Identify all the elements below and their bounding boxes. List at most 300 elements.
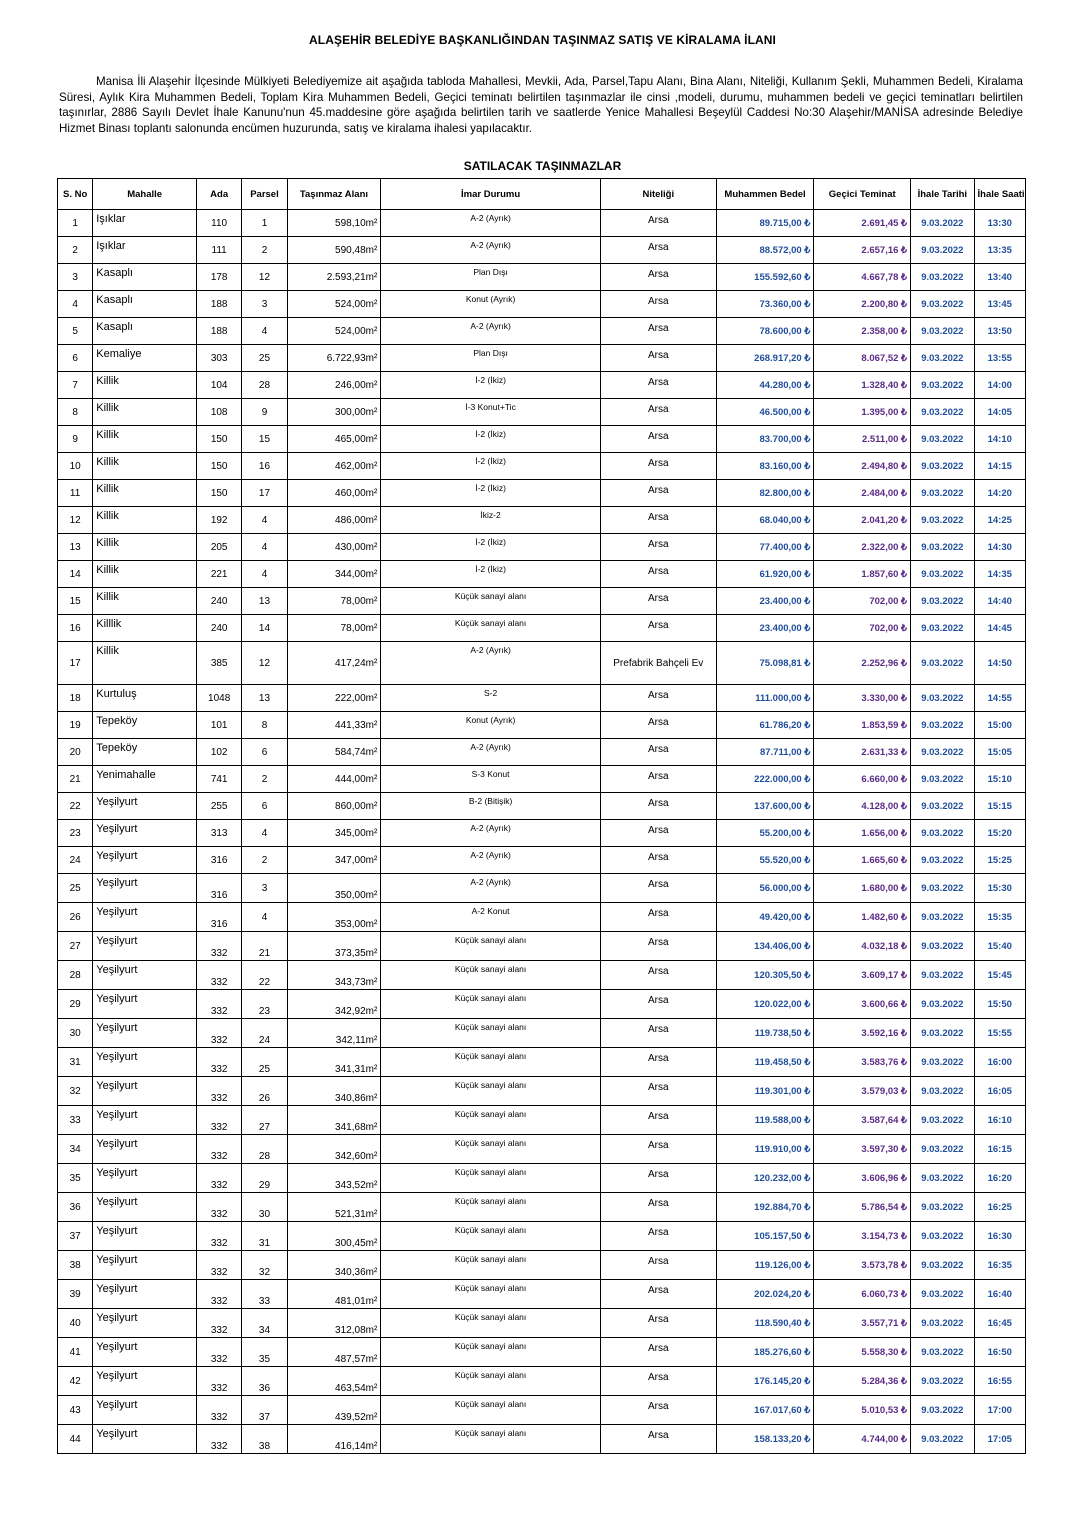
- cell-saat: 14:25: [974, 507, 1025, 534]
- cell-parsel: 30: [242, 1193, 287, 1222]
- cell-ada: 332: [197, 1367, 242, 1396]
- cell-parsel: 37: [242, 1396, 287, 1425]
- cell-imar: Plan Dışı: [381, 345, 601, 372]
- cell-mahalle: Yeşilyurt: [93, 1367, 197, 1396]
- cell-ada: 332: [197, 1106, 242, 1135]
- cell-imar: İkiz-2: [381, 507, 601, 534]
- cell-teminat: 5.786,54 ₺: [814, 1193, 911, 1222]
- table-row: [58, 1367, 1026, 1396]
- table-row: [58, 453, 1026, 480]
- cell-ada: 332: [197, 1396, 242, 1425]
- cell-tarih: 9.03.2022: [911, 1164, 974, 1193]
- cell-alan: 341,68m²: [287, 1106, 381, 1135]
- cell-bedel: 23.400,00 ₺: [716, 615, 814, 642]
- cell-saat: 15:30: [974, 874, 1025, 903]
- cell-parsel: 16: [242, 453, 287, 480]
- cell-sno: 20: [58, 739, 93, 766]
- cell-sno: 39: [58, 1280, 93, 1309]
- table-row: [58, 1135, 1026, 1164]
- cell-saat: 14:10: [974, 426, 1025, 453]
- cell-nitelik: Arsa: [600, 237, 716, 264]
- cell-sno: 37: [58, 1222, 93, 1251]
- cell-teminat: 702,00 ₺: [814, 615, 911, 642]
- cell-imar: Plan Dışı: [381, 264, 601, 291]
- cell-bedel: 55.520,00 ₺: [716, 847, 814, 874]
- cell-tarih: 9.03.2022: [911, 712, 974, 739]
- cell-tarih: 9.03.2022: [911, 615, 974, 642]
- table-row: [58, 372, 1026, 399]
- cell-bedel: 105.157,50 ₺: [716, 1222, 814, 1251]
- table-row: [58, 1106, 1026, 1135]
- cell-tarih: 9.03.2022: [911, 1135, 974, 1164]
- cell-ada: 332: [197, 1048, 242, 1077]
- cell-tarih: 9.03.2022: [911, 1367, 974, 1396]
- cell-saat: 15:10: [974, 766, 1025, 793]
- cell-teminat: 8.067,52 ₺: [814, 345, 911, 372]
- cell-saat: 16:50: [974, 1338, 1025, 1367]
- cell-ada: 111: [197, 237, 242, 264]
- cell-ada: 188: [197, 318, 242, 345]
- cell-alan: 342,60m²: [287, 1135, 381, 1164]
- cell-mahalle: Killik: [93, 399, 197, 426]
- cell-sno: 10: [58, 453, 93, 480]
- cell-teminat: 1.395,00 ₺: [814, 399, 911, 426]
- cell-teminat: 4.128,00 ₺: [814, 793, 911, 820]
- cell-bedel: 88.572,00 ₺: [716, 237, 814, 264]
- cell-mahalle: Killik: [93, 507, 197, 534]
- cell-nitelik: Arsa: [600, 372, 716, 399]
- cell-parsel: 9: [242, 399, 287, 426]
- cell-teminat: 3.583,76 ₺: [814, 1048, 911, 1077]
- cell-alan: 342,11m²: [287, 1019, 381, 1048]
- cell-alan: 340,86m²: [287, 1077, 381, 1106]
- col-nitelik: Niteliği: [600, 179, 716, 210]
- cell-alan: 343,73m²: [287, 961, 381, 990]
- cell-imar: A-2 Konut: [381, 903, 601, 932]
- cell-imar: Küçük sanayi alanı: [381, 1135, 601, 1164]
- cell-bedel: 119.458,50 ₺: [716, 1048, 814, 1077]
- cell-sno: 35: [58, 1164, 93, 1193]
- cell-bedel: 83.160,00 ₺: [716, 453, 814, 480]
- cell-imar: Küçük sanayi alanı: [381, 990, 601, 1019]
- col-tarih: İhale Tarihi: [911, 179, 974, 210]
- cell-imar: Küçük sanayi alanı: [381, 961, 601, 990]
- cell-teminat: 4.744,00 ₺: [814, 1425, 911, 1454]
- cell-mahalle: Kurtuluş: [93, 685, 197, 712]
- cell-alan: 481,01m²: [287, 1280, 381, 1309]
- cell-teminat: 1.853,59 ₺: [814, 712, 911, 739]
- cell-bedel: 49.420,00 ₺: [716, 903, 814, 932]
- cell-nitelik: Arsa: [600, 847, 716, 874]
- cell-nitelik: Arsa: [600, 561, 716, 588]
- cell-sno: 2: [58, 237, 93, 264]
- cell-mahalle: Kasaplı: [93, 291, 197, 318]
- cell-teminat: 5.010,53 ₺: [814, 1396, 911, 1425]
- cell-bedel: 89.715,00 ₺: [716, 210, 814, 237]
- cell-parsel: 12: [242, 642, 287, 685]
- cell-saat: 14:15: [974, 453, 1025, 480]
- cell-bedel: 77.400,00 ₺: [716, 534, 814, 561]
- cell-saat: 14:45: [974, 615, 1025, 642]
- cell-mahalle: Kasaplı: [93, 318, 197, 345]
- cell-parsel: 31: [242, 1222, 287, 1251]
- cell-mahalle: Yeşilyurt: [93, 1019, 197, 1048]
- cell-nitelik: Arsa: [600, 874, 716, 903]
- cell-imar: Küçük sanayi alanı: [381, 1019, 601, 1048]
- cell-mahalle: Tepeköy: [93, 712, 197, 739]
- table-row: [58, 1222, 1026, 1251]
- cell-saat: 16:30: [974, 1222, 1025, 1251]
- cell-imar: Konut (Ayrık): [381, 712, 601, 739]
- cell-alan: 486,00m²: [287, 507, 381, 534]
- cell-mahalle: Yeşilyurt: [93, 903, 197, 932]
- cell-bedel: 111.000,00 ₺: [716, 685, 814, 712]
- cell-nitelik: Arsa: [600, 480, 716, 507]
- cell-parsel: 35: [242, 1338, 287, 1367]
- cell-mahalle: Killik: [93, 372, 197, 399]
- cell-parsel: 28: [242, 372, 287, 399]
- cell-alan: 343,52m²: [287, 1164, 381, 1193]
- cell-sno: 7: [58, 372, 93, 399]
- cell-teminat: 5.558,30 ₺: [814, 1338, 911, 1367]
- cell-teminat: 6.660,00 ₺: [814, 766, 911, 793]
- cell-sno: 11: [58, 480, 93, 507]
- cell-mahalle: Yeşilyurt: [93, 847, 197, 874]
- col-parsel: Parsel: [242, 179, 287, 210]
- cell-imar: Küçük sanayi alanı: [381, 1106, 601, 1135]
- cell-imar: Küçük sanayi alanı: [381, 588, 601, 615]
- cell-ada: 255: [197, 793, 242, 820]
- cell-sno: 13: [58, 534, 93, 561]
- cell-nitelik: Arsa: [600, 1425, 716, 1454]
- cell-bedel: 158.133,20 ₺: [716, 1425, 814, 1454]
- cell-nitelik: Arsa: [600, 1193, 716, 1222]
- cell-bedel: 46.500,00 ₺: [716, 399, 814, 426]
- table-row: [58, 642, 1026, 685]
- cell-mahalle: Yeşilyurt: [93, 820, 197, 847]
- cell-tarih: 9.03.2022: [911, 642, 974, 685]
- cell-ada: 332: [197, 1019, 242, 1048]
- cell-teminat: 1.482,60 ₺: [814, 903, 911, 932]
- cell-bedel: 120.022,00 ₺: [716, 990, 814, 1019]
- cell-nitelik: Arsa: [600, 903, 716, 932]
- cell-teminat: 3.597,30 ₺: [814, 1135, 911, 1164]
- cell-mahalle: Işıklar: [93, 210, 197, 237]
- cell-tarih: 9.03.2022: [911, 932, 974, 961]
- cell-nitelik: Prefabrik Bahçeli Ev: [600, 642, 716, 685]
- cell-nitelik: Arsa: [600, 615, 716, 642]
- cell-ada: 108: [197, 399, 242, 426]
- cell-parsel: 23: [242, 990, 287, 1019]
- cell-alan: 340,36m²: [287, 1251, 381, 1280]
- table-row: [58, 534, 1026, 561]
- cell-tarih: 9.03.2022: [911, 507, 974, 534]
- cell-sno: 31: [58, 1048, 93, 1077]
- cell-ada: 101: [197, 712, 242, 739]
- cell-mahalle: Işıklar: [93, 237, 197, 264]
- table-row: [58, 847, 1026, 874]
- properties-table: [57, 178, 1026, 1454]
- cell-teminat: 6.060,73 ₺: [814, 1280, 911, 1309]
- cell-mahalle: Yeşilyurt: [93, 793, 197, 820]
- cell-saat: 16:45: [974, 1309, 1025, 1338]
- cell-alan: 342,92m²: [287, 990, 381, 1019]
- cell-imar: A-2 (Ayrık): [381, 874, 601, 903]
- cell-tarih: 9.03.2022: [911, 426, 974, 453]
- cell-tarih: 9.03.2022: [911, 739, 974, 766]
- table-row: [58, 1019, 1026, 1048]
- cell-imar: A-2 (Ayrık): [381, 820, 601, 847]
- cell-saat: 14:00: [974, 372, 1025, 399]
- cell-sno: 24: [58, 847, 93, 874]
- cell-tarih: 9.03.2022: [911, 847, 974, 874]
- cell-nitelik: Arsa: [600, 1164, 716, 1193]
- cell-teminat: 1.656,00 ₺: [814, 820, 911, 847]
- cell-tarih: 9.03.2022: [911, 903, 974, 932]
- cell-alan: 246,00m²: [287, 372, 381, 399]
- table-row: [58, 1251, 1026, 1280]
- table-row: [58, 210, 1026, 237]
- cell-saat: 15:25: [974, 847, 1025, 874]
- cell-mahalle: Yeşilyurt: [93, 1222, 197, 1251]
- table-row: [58, 685, 1026, 712]
- cell-ada: 1048: [197, 685, 242, 712]
- cell-alan: 6.722,93m²: [287, 345, 381, 372]
- cell-alan: 441,33m²: [287, 712, 381, 739]
- cell-mahalle: Yeşilyurt: [93, 1193, 197, 1222]
- cell-teminat: 3.592,16 ₺: [814, 1019, 911, 1048]
- cell-mahalle: Killik: [93, 453, 197, 480]
- cell-bedel: 82.800,00 ₺: [716, 480, 814, 507]
- cell-teminat: 2.322,00 ₺: [814, 534, 911, 561]
- cell-ada: 205: [197, 534, 242, 561]
- cell-parsel: 8: [242, 712, 287, 739]
- cell-saat: 14:35: [974, 561, 1025, 588]
- cell-teminat: 1.665,60 ₺: [814, 847, 911, 874]
- table-row: [58, 1077, 1026, 1106]
- cell-tarih: 9.03.2022: [911, 345, 974, 372]
- cell-ada: 741: [197, 766, 242, 793]
- col-imar: İmar Durumu: [381, 179, 601, 210]
- cell-saat: 15:20: [974, 820, 1025, 847]
- cell-alan: 78,00m²: [287, 588, 381, 615]
- cell-parsel: 28: [242, 1135, 287, 1164]
- table-row: [58, 961, 1026, 990]
- cell-mahalle: Yeşilyurt: [93, 1077, 197, 1106]
- cell-imar: A-2 (Ayrık): [381, 739, 601, 766]
- cell-bedel: 192.884,70 ₺: [716, 1193, 814, 1222]
- cell-imar: A-2 (Ayrık): [381, 318, 601, 345]
- cell-bedel: 68.040,00 ₺: [716, 507, 814, 534]
- cell-mahalle: Yeşilyurt: [93, 932, 197, 961]
- cell-sno: 25: [58, 874, 93, 903]
- section-title: SATILACAK TAŞINMAZLAR: [463, 159, 622, 173]
- table-row: [58, 903, 1026, 932]
- cell-ada: 221: [197, 561, 242, 588]
- cell-sno: 36: [58, 1193, 93, 1222]
- cell-saat: 13:40: [974, 264, 1025, 291]
- cell-mahalle: Killik: [93, 426, 197, 453]
- table-row: [58, 874, 1026, 903]
- cell-saat: 15:15: [974, 793, 1025, 820]
- cell-bedel: 61.920,00 ₺: [716, 561, 814, 588]
- cell-saat: 14:50: [974, 642, 1025, 685]
- cell-nitelik: Arsa: [600, 264, 716, 291]
- cell-ada: 332: [197, 932, 242, 961]
- cell-tarih: 9.03.2022: [911, 1425, 974, 1454]
- cell-sno: 33: [58, 1106, 93, 1135]
- cell-nitelik: Arsa: [600, 739, 716, 766]
- table-row: [58, 399, 1026, 426]
- cell-saat: 14:30: [974, 534, 1025, 561]
- cell-tarih: 9.03.2022: [911, 1396, 974, 1425]
- cell-saat: 16:25: [974, 1193, 1025, 1222]
- table-row: [58, 820, 1026, 847]
- cell-nitelik: Arsa: [600, 1309, 716, 1338]
- cell-saat: 14:05: [974, 399, 1025, 426]
- cell-alan: 300,00m²: [287, 399, 381, 426]
- cell-ada: 332: [197, 1077, 242, 1106]
- cell-ada: 385: [197, 642, 242, 685]
- cell-saat: 14:40: [974, 588, 1025, 615]
- cell-bedel: 61.786,20 ₺: [716, 712, 814, 739]
- table-header-row: [58, 179, 1026, 210]
- cell-tarih: 9.03.2022: [911, 793, 974, 820]
- cell-ada: 332: [197, 1193, 242, 1222]
- cell-alan: 344,00m²: [287, 561, 381, 588]
- cell-teminat: 2.657,16 ₺: [814, 237, 911, 264]
- col-saat: İhale Saati: [974, 179, 1025, 210]
- cell-teminat: 3.579,03 ₺: [814, 1077, 911, 1106]
- table-row: [58, 237, 1026, 264]
- cell-nitelik: Arsa: [600, 534, 716, 561]
- cell-nitelik: Arsa: [600, 399, 716, 426]
- col-alan: Taşınmaz Alanı: [287, 179, 381, 210]
- cell-ada: 332: [197, 1309, 242, 1338]
- cell-mahalle: Yeşilyurt: [93, 1280, 197, 1309]
- col-ada: Ada: [197, 179, 242, 210]
- table-row: [58, 426, 1026, 453]
- table-row: [58, 615, 1026, 642]
- table-row: [58, 712, 1026, 739]
- cell-saat: 16:05: [974, 1077, 1025, 1106]
- cell-nitelik: Arsa: [600, 453, 716, 480]
- cell-nitelik: Arsa: [600, 1135, 716, 1164]
- table-row: [58, 1193, 1026, 1222]
- table-row: [58, 1048, 1026, 1077]
- cell-bedel: 23.400,00 ₺: [716, 588, 814, 615]
- cell-tarih: 9.03.2022: [911, 480, 974, 507]
- cell-nitelik: Arsa: [600, 210, 716, 237]
- cell-alan: 2.593,21m²: [287, 264, 381, 291]
- cell-ada: 240: [197, 615, 242, 642]
- cell-tarih: 9.03.2022: [911, 1280, 974, 1309]
- cell-mahalle: Killik: [93, 480, 197, 507]
- cell-nitelik: Arsa: [600, 1367, 716, 1396]
- table-row: [58, 507, 1026, 534]
- cell-sno: 5: [58, 318, 93, 345]
- cell-tarih: 9.03.2022: [911, 1338, 974, 1367]
- cell-bedel: 55.200,00 ₺: [716, 820, 814, 847]
- cell-imar: Küçük sanayi alanı: [381, 1077, 601, 1106]
- cell-saat: 17:00: [974, 1396, 1025, 1425]
- cell-imar: İ-2 (İkiz): [381, 453, 601, 480]
- cell-teminat: 1.328,40 ₺: [814, 372, 911, 399]
- col-sno: S. No: [58, 179, 93, 210]
- cell-sno: 14: [58, 561, 93, 588]
- cell-alan: 312,08m²: [287, 1309, 381, 1338]
- cell-nitelik: Arsa: [600, 1019, 716, 1048]
- cell-imar: Küçük sanayi alanı: [381, 1251, 601, 1280]
- cell-parsel: 36: [242, 1367, 287, 1396]
- cell-bedel: 119.910,00 ₺: [716, 1135, 814, 1164]
- cell-parsel: 6: [242, 739, 287, 766]
- cell-mahalle: Yeşilyurt: [93, 1135, 197, 1164]
- cell-imar: A-2 (Ayrık): [381, 847, 601, 874]
- cell-alan: 373,35m²: [287, 932, 381, 961]
- cell-parsel: 2: [242, 847, 287, 874]
- cell-imar: İ-2 (İkiz): [381, 480, 601, 507]
- cell-nitelik: Arsa: [600, 318, 716, 345]
- cell-mahalle: Yeşilyurt: [93, 1164, 197, 1193]
- cell-nitelik: Arsa: [600, 1222, 716, 1251]
- cell-bedel: 167.017,60 ₺: [716, 1396, 814, 1425]
- cell-sno: 27: [58, 932, 93, 961]
- cell-parsel: 1: [242, 210, 287, 237]
- cell-sno: 1: [58, 210, 93, 237]
- table-row: [58, 1309, 1026, 1338]
- cell-tarih: 9.03.2022: [911, 685, 974, 712]
- cell-alan: 345,00m²: [287, 820, 381, 847]
- cell-teminat: 2.252,96 ₺: [814, 642, 911, 685]
- col-teminat: Geçici Teminat: [814, 179, 911, 210]
- cell-imar: Küçük sanayi alanı: [381, 615, 601, 642]
- cell-tarih: 9.03.2022: [911, 237, 974, 264]
- cell-tarih: 9.03.2022: [911, 588, 974, 615]
- cell-imar: İ-2 (İkiz): [381, 372, 601, 399]
- cell-parsel: 26: [242, 1077, 287, 1106]
- cell-alan: 416,14m²: [287, 1425, 381, 1454]
- cell-imar: Küçük sanayi alanı: [381, 1309, 601, 1338]
- cell-alan: 300,45m²: [287, 1222, 381, 1251]
- cell-nitelik: Arsa: [600, 1048, 716, 1077]
- cell-parsel: 2: [242, 766, 287, 793]
- cell-nitelik: Arsa: [600, 1396, 716, 1425]
- cell-tarih: 9.03.2022: [911, 1222, 974, 1251]
- cell-nitelik: Arsa: [600, 932, 716, 961]
- cell-parsel: 13: [242, 588, 287, 615]
- cell-saat: 15:50: [974, 990, 1025, 1019]
- cell-sno: 4: [58, 291, 93, 318]
- cell-teminat: 4.032,18 ₺: [814, 932, 911, 961]
- col-mahalle: Mahalle: [93, 179, 197, 210]
- cell-alan: 524,00m²: [287, 318, 381, 345]
- intro-paragraph: Manisa İli Alaşehir İlçesinde Mülkiyeti Belediyemize ait aşağıda tabloda Mahallesi, Mevkii, Ada, Parsel,Tapu Alanı, Bina Alanı, Niteliği, Kullanım Şekli, Muhammen Bedeli, Kiralama Süresi, Aylık Kira Muhammen Bedeli, Toplam Kira Muhammen Bedeli, Geçici teminatı belirtilen taşınmazlar ile cinsi ,modeli, durumu, muhammen bedeli ve geçici teminatları belirtilen taşınırlar, 2886 Sayılı Devlet İhale Kanunu'nun 45.maddesine göre aşağıda belirtilen tarih ve saatlerde Yenice Mahallesi Beşeylül Caddesi No:30 Alaşehir/MANİSA adresinde Belediye Hizmet Binası toplantı salonunda encümen huzurunda, satış ve kiralama ihalesi yapılacaktır.: [59, 75, 1023, 135]
- cell-nitelik: Arsa: [600, 961, 716, 990]
- cell-sno: 30: [58, 1019, 93, 1048]
- cell-parsel: 14: [242, 615, 287, 642]
- table-row: [58, 480, 1026, 507]
- cell-bedel: 176.145,20 ₺: [716, 1367, 814, 1396]
- cell-saat: 15:40: [974, 932, 1025, 961]
- cell-parsel: 25: [242, 345, 287, 372]
- cell-alan: 590,48m²: [287, 237, 381, 264]
- cell-teminat: 3.330,00 ₺: [814, 685, 911, 712]
- cell-parsel: 13: [242, 685, 287, 712]
- cell-sno: 38: [58, 1251, 93, 1280]
- cell-sno: 40: [58, 1309, 93, 1338]
- cell-bedel: 222.000,00 ₺: [716, 766, 814, 793]
